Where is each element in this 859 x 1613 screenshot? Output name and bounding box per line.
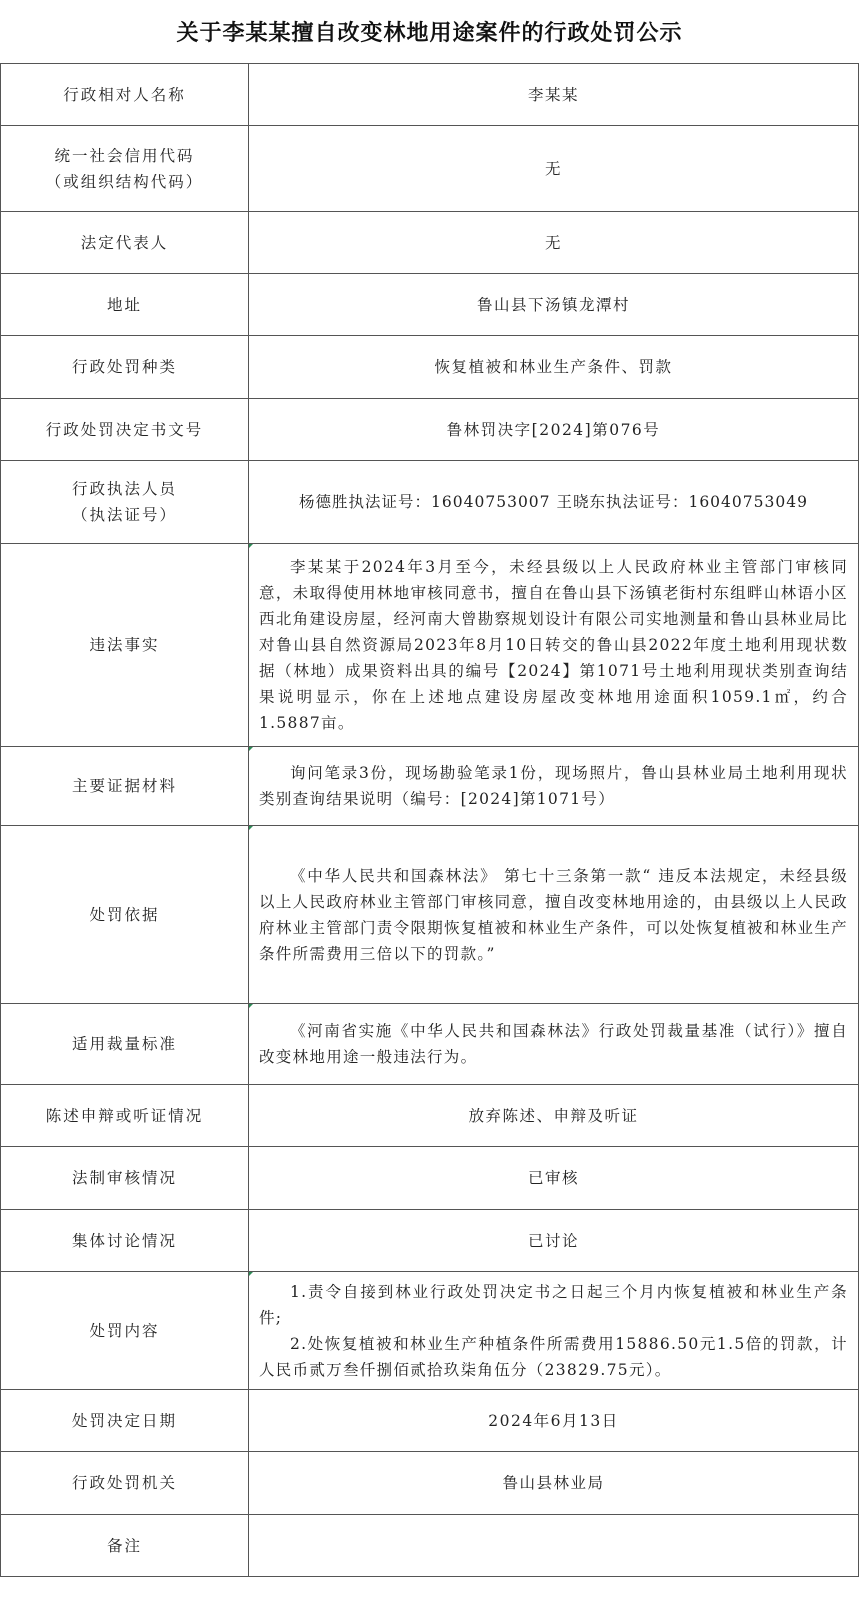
row-value: 已讨论 xyxy=(249,1210,859,1272)
table-row xyxy=(1,544,859,747)
row-value xyxy=(249,544,859,747)
table-row xyxy=(1,64,859,126)
row-label: 违法事实 xyxy=(1,544,249,747)
row-value: 无 xyxy=(249,126,859,212)
table-row xyxy=(1,1390,859,1452)
table-row xyxy=(1,336,859,399)
row-value xyxy=(249,826,859,1004)
row-label: 法定代表人 xyxy=(1,212,249,274)
row-value: 2024年6月13日 xyxy=(249,1390,859,1452)
row-value: 杨德胜执法证号：16040753007 王晓东执法证号：16040753049 xyxy=(249,461,859,544)
paragraph: 2.处恢复植被和林业生产种植条件所需费用15886.50元1.5倍的罚款，计人民币贰万叁仟捌佰贰拾玖柒角伍分（23829.75元）。 xyxy=(259,1334,848,1379)
label-line: 行政执法人员 xyxy=(71,480,177,498)
row-value: 放弃陈述、申辩及听证 xyxy=(249,1085,859,1147)
row-label: 适用裁量标准 xyxy=(1,1004,249,1085)
row-value xyxy=(249,1515,859,1577)
row-label: 主要证据材料 xyxy=(1,747,249,826)
row-value: 鲁林罚决字[2024]第076号 xyxy=(249,399,859,461)
paragraph: 询问笔录3份，现场勘验笔录1份，现场照片，鲁山县林业局土地利用现状类别查询结果说明（编号：[2024]第1071号） xyxy=(259,764,848,808)
row-value: 鲁山县下汤镇龙潭村 xyxy=(249,274,859,336)
table-row xyxy=(1,1210,859,1272)
label-line: 统一社会信用代码 xyxy=(54,146,195,165)
row-label: 陈述申辩或听证情况 xyxy=(1,1085,249,1147)
row-label: 行政处罚机关 xyxy=(1,1452,249,1515)
row-label: 集体讨论情况 xyxy=(1,1210,249,1272)
table-row xyxy=(1,274,859,336)
row-label: 备注 xyxy=(1,1515,249,1577)
row-value: 李某某 xyxy=(249,64,859,126)
row-value: 鲁山县林业局 xyxy=(249,1452,859,1515)
table-row xyxy=(1,461,859,544)
row-value xyxy=(249,1272,859,1390)
label-line: （执法证号） xyxy=(71,506,177,524)
table-row xyxy=(1,126,859,212)
row-label: 处罚决定日期 xyxy=(1,1390,249,1452)
table-row xyxy=(1,826,859,1004)
row-value: 恢复植被和林业生产条件、罚款 xyxy=(249,336,859,399)
row-label: 行政处罚决定书文号 xyxy=(1,399,249,461)
row-label: 处罚依据 xyxy=(1,826,249,1004)
table-row xyxy=(1,1085,859,1147)
paragraph: 《河南省实施《中华人民共和国森林法》行政处罚裁量基准（试行）》擅自改变林地用途一般违法行为。 xyxy=(259,1022,848,1066)
row-label: 处罚内容 xyxy=(1,1272,249,1390)
table-row xyxy=(1,212,859,274)
row-label: 法制审核情况 xyxy=(1,1147,249,1210)
table-row xyxy=(1,747,859,826)
row-value: 已审核 xyxy=(249,1147,859,1210)
table-row xyxy=(1,1004,859,1085)
row-label: 行政相对人名称 xyxy=(1,64,249,126)
page-title: 关于李某某擅自改变林地用途案件的行政处罚公示 xyxy=(176,20,683,46)
table-row xyxy=(1,399,859,461)
row-label: 地址 xyxy=(1,274,249,336)
paragraph: 《中华人民共和国森林法》 第七十三条第一款“ 违反本法规定，未经县级以上人民政府林业主管部门审核同意，擅自改变林地用途的，由县级以上人民政府林业主管部门责令限期恢复植被和林业生产条件，可以处恢复植被和林业生产条件所需费用三倍以下的罚款。” xyxy=(259,866,848,963)
row-value xyxy=(249,1004,859,1085)
row-label xyxy=(1,461,249,544)
table-row xyxy=(1,1147,859,1210)
table-row xyxy=(1,1452,859,1515)
table-row xyxy=(1,1272,859,1390)
paragraph: 李某某于2024年3月至今，未经县级以上人民政府林业主管部门审核同意，未取得使用林地审核同意书，擅自在鲁山县下汤镇老街村东组畔山林语小区西北角建设房屋，经河南大曾勘察规划设计有限公司实地测量和鲁山县林业局比对鲁山县自然资源局2023年8月10日转交的鲁山县2022年度土地利用现状数据（林地）成果资料出具的编号【2024】第1071号土地利用现状类别查询结果说明显示，你在上述地点建设房屋改变林地用途面积1059.1㎡，约合1.5887亩。 xyxy=(259,558,848,732)
row-label xyxy=(1,126,249,212)
row-label: 行政处罚种类 xyxy=(1,336,249,399)
row-value xyxy=(249,747,859,826)
table-row xyxy=(1,1515,859,1577)
paragraph: 1.责令自接到林业行政处罚决定书之日起三个月内恢复植被和林业生产条件; xyxy=(259,1282,848,1327)
penalty-table xyxy=(0,63,859,1577)
row-value: 无 xyxy=(249,212,859,274)
label-line: （或组织结构代码） xyxy=(45,172,204,191)
